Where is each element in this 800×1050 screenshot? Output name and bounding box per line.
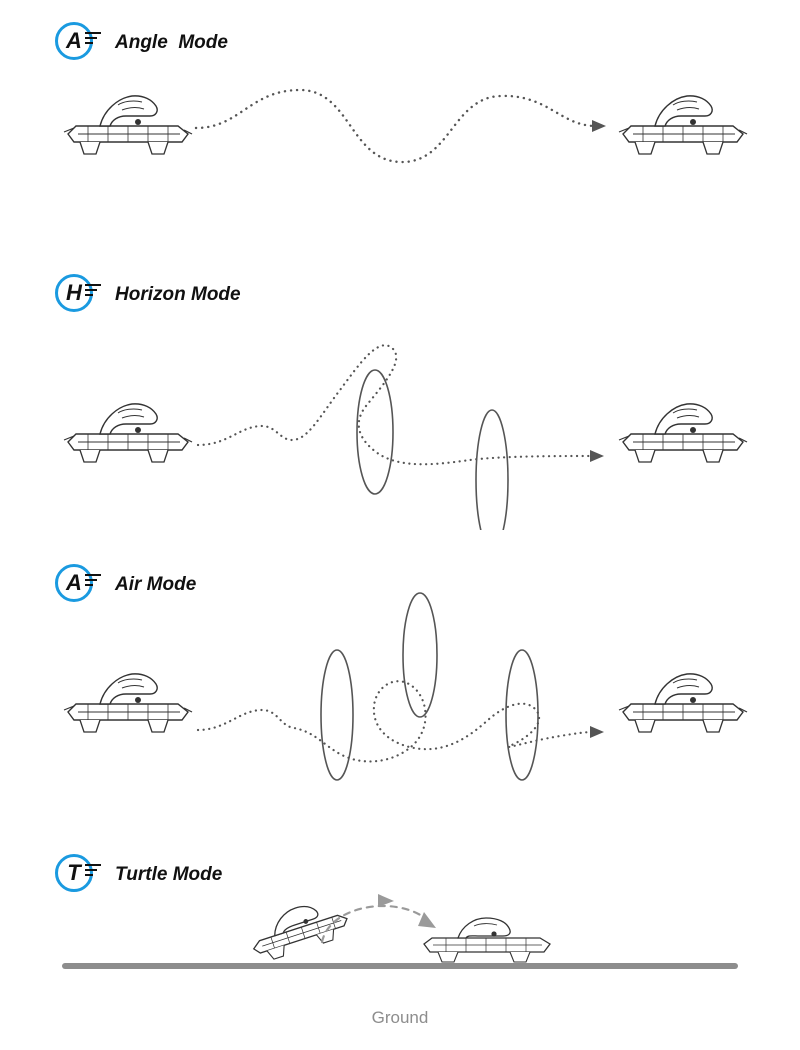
- scene-air: [0, 530, 800, 820]
- badge-bars-icon: [85, 864, 103, 882]
- drone-right-air: [619, 674, 747, 732]
- ground-label: Ground: [371, 1008, 429, 1027]
- mode-title-angle: Angle Mode: [115, 32, 228, 53]
- section-air-mode: [0, 540, 800, 830]
- drone-right-angle: [619, 96, 747, 154]
- gate-ellipse: [321, 650, 353, 780]
- flight-path-angle: [196, 90, 596, 162]
- flip-arrow-head-start: [378, 894, 394, 907]
- drone-left-air: [64, 674, 192, 732]
- flip-arrow-head-end: [418, 912, 436, 928]
- mode-title-air: Air Mode: [115, 574, 197, 595]
- section-turtle-mode: [0, 830, 800, 1050]
- drone-right-horizon: [619, 404, 747, 462]
- badge-bars-icon: [85, 32, 103, 50]
- flight-arrow-air: [590, 726, 604, 738]
- flight-path-horizon: [198, 345, 592, 464]
- section-horizon-mode: [0, 250, 800, 540]
- scene-turtle: [0, 890, 800, 1010]
- flight-arrow-horizon: [590, 450, 604, 462]
- gate-ellipse: [403, 593, 437, 717]
- angle-mode-icon: [55, 20, 101, 66]
- badge-letter: A: [66, 570, 82, 595]
- flight-path-air: [198, 681, 594, 761]
- scene-horizon: [0, 270, 800, 530]
- scene-angle: [0, 70, 800, 210]
- badge-letter: A: [66, 28, 82, 53]
- drone-left-horizon: [64, 404, 192, 462]
- gate-ellipse: [357, 370, 393, 494]
- section-angle-mode: [0, 0, 800, 250]
- gate-ellipse: [476, 410, 508, 530]
- mode-title-horizon: Horizon Mode: [115, 284, 241, 305]
- badge-letter: H: [66, 280, 82, 305]
- drone-upright-turtle: [424, 918, 550, 962]
- drone-flipped-turtle: [246, 894, 352, 964]
- gate-ellipse: [506, 650, 538, 780]
- mode-header-angle: [55, 20, 228, 66]
- mode-title-turtle: Turtle Mode: [115, 864, 223, 885]
- badge-letter: T: [67, 860, 81, 885]
- drone-left-angle: [64, 96, 192, 154]
- flight-arrow-angle: [592, 120, 606, 132]
